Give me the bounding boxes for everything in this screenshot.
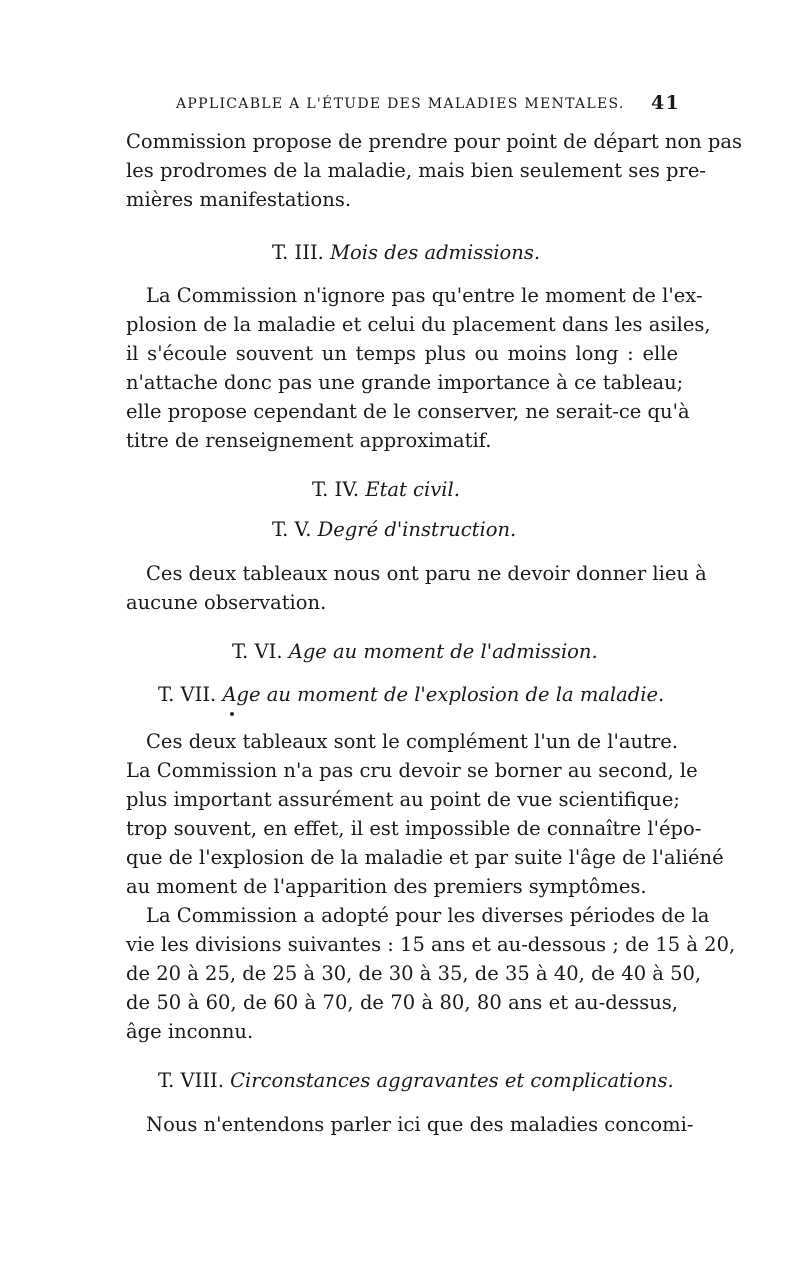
text-line: de 50 à 60, de 60 à 70, de 70 à 80, 80 ans et au-dessus,: [126, 991, 678, 1014]
text-line: La Commission a adopté pour les diverses périodes de la: [146, 904, 710, 927]
text-line: les prodromes de la maladie, mais bien seulement ses pre-: [126, 159, 706, 182]
table-number: T. III.: [272, 241, 324, 264]
table-heading-6: [232, 640, 598, 663]
text-line: Nous n'entendons parler ici que des maladies concomi-: [146, 1113, 694, 1136]
text-line: n'attache donc pas une grande importance à ce tableau;: [126, 371, 684, 394]
table-number: T. V.: [272, 518, 312, 541]
text-line: La Commission n'a pas cru devoir se borner au second, le: [126, 759, 698, 782]
text-line: plus important assurément au point de vue scientifique;: [126, 788, 680, 811]
table-heading-8: [158, 1069, 674, 1092]
table-title: Age au moment de l'admission.: [288, 640, 598, 663]
table-title: Circonstances aggravantes et complications.: [230, 1069, 674, 1092]
table-heading-4: [312, 478, 460, 501]
table-heading-3: [272, 241, 540, 264]
text-line: au moment de l'apparition des premiers symptômes.: [126, 875, 647, 898]
table-heading-7: [158, 683, 664, 706]
running-title: APPLICABLE A L'ÉTUDE DES MALADIES MENTALES.: [176, 96, 625, 112]
table-number: T. VI.: [232, 640, 283, 663]
text-line: de 20 à 25, de 25 à 30, de 30 à 35, de 35 à 40, de 40 à 50,: [126, 962, 702, 985]
text-line: vie les divisions suivantes : 15 ans et au-dessous ; de 15 à 20,: [126, 933, 736, 956]
table-number: T. VIII.: [158, 1069, 224, 1092]
text-line: Ces deux tableaux nous ont paru ne devoir donner lieu à: [146, 562, 707, 585]
table-number: T. IV.: [312, 478, 360, 501]
text-line: âge inconnu.: [126, 1020, 254, 1043]
page-number: 41: [650, 92, 680, 114]
text-line: elle propose cependant de le conserver, ne serait-ce qu'à: [126, 400, 690, 423]
text-line: aucune observation.: [126, 591, 327, 614]
text-line: mières manifestations.: [126, 188, 352, 211]
text-line: Ces deux tableaux sont le complément l'un de l'autre.: [146, 730, 678, 753]
ink-mark: [230, 712, 234, 716]
table-heading-5: [272, 518, 516, 541]
text-line: Commission propose de prendre pour point de départ non pas: [126, 130, 743, 153]
table-title: Degré d'instruction.: [317, 518, 517, 541]
table-title: Age au moment de l'explosion de la maladie.: [222, 683, 665, 706]
text-line: titre de renseignement approximatif.: [126, 429, 492, 452]
table-number: T. VII.: [158, 683, 217, 706]
text-line: La Commission n'ignore pas qu'entre le moment de l'ex-: [146, 284, 703, 307]
text-line: plosion de la maladie et celui du placement dans les asiles,: [126, 313, 711, 336]
table-title: Mois des admissions.: [330, 241, 541, 264]
text-line: que de l'explosion de la maladie et par suite l'âge de l'aliéné: [126, 846, 724, 869]
text-line: il s'écoule souvent un temps plus ou moins long : elle: [126, 342, 678, 365]
text-line: trop souvent, en effet, il est impossible de connaître l'épo-: [126, 817, 702, 840]
running-header: [176, 92, 680, 114]
table-title: Etat civil.: [365, 478, 460, 501]
